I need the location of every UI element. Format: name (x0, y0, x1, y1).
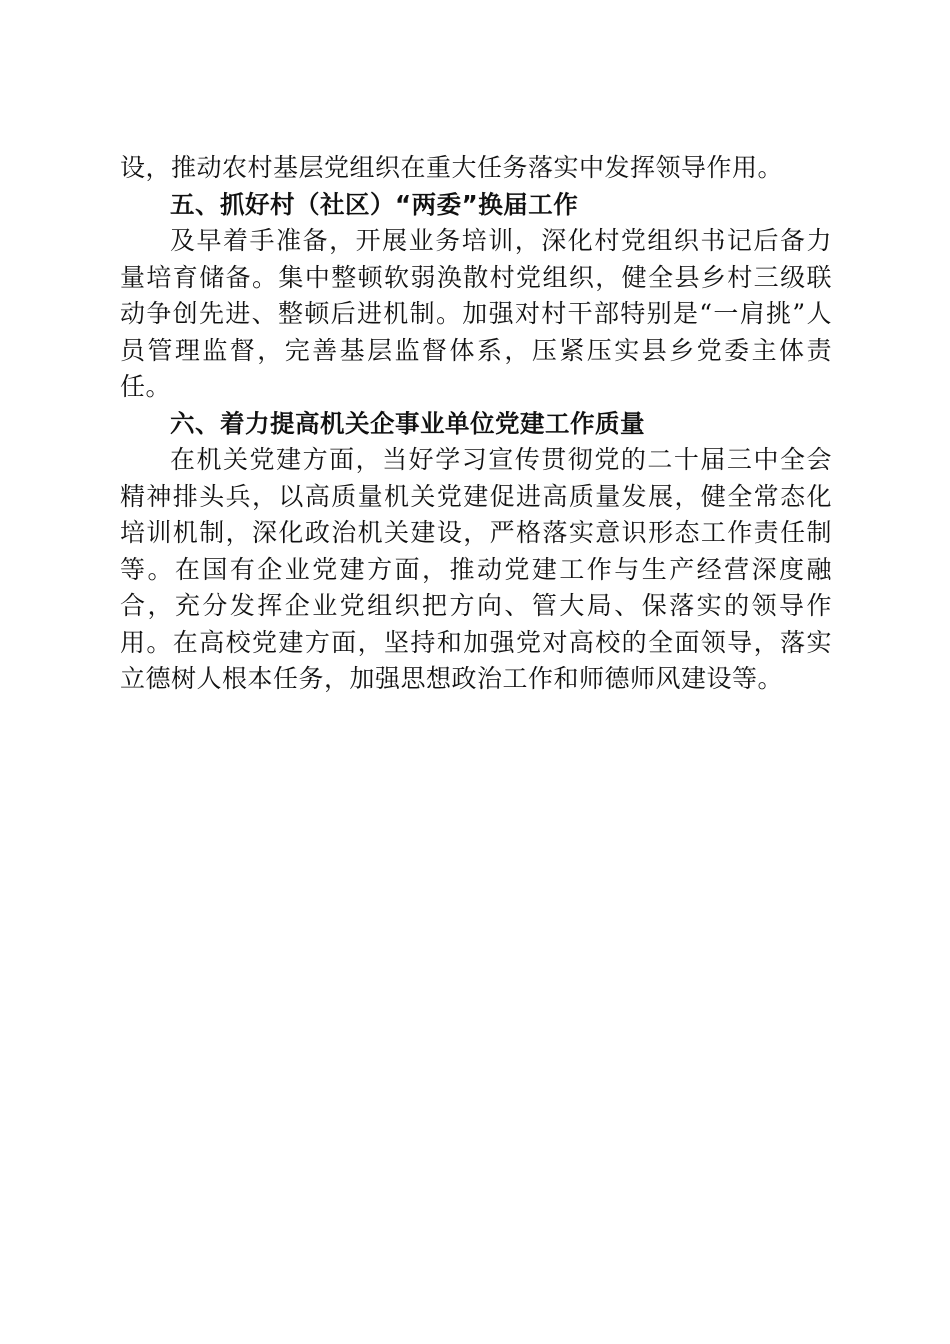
section-body-5: 及早着手准备，开展业务培训，深化村党组织书记后备力量培育储备。集中整顿软弱涣散村党组织，健全县乡村三级联动争创先进、整顿后进机制。加强对村干部特别是“一肩挑”人员管理监督，完善基层监督体系，压紧压实县乡党委主体责任。 (120, 226, 832, 401)
section-heading-6: 六、着力提高机关企事业单位党建工作质量 (170, 408, 645, 438)
document-body (120, 150, 832, 698)
continuation-paragraph: 设，推动农村基层党组织在重大任务落实中发挥领导作用。 (120, 153, 784, 182)
section-body-6: 在机关党建方面，当好学习宣传贯彻党的二十届三中全会精神排头兵，以高质量机关党建促进高质量发展，健全常态化培训机制，深化政治机关建设，严格落实意识形态工作责任制等。在国有企业党建方面，推动党建工作与生产经营深度融合，充分发挥企业党组织把方向、管大局、保落实的领导作用。在高校党建方面，坚持和加强党对高校的全面领导，落实立德树人根本任务，加强思想政治工作和师德师风建设等。 (120, 445, 832, 693)
section-heading-5: 五、抓好村（社区）“两委”换届工作 (170, 189, 579, 219)
